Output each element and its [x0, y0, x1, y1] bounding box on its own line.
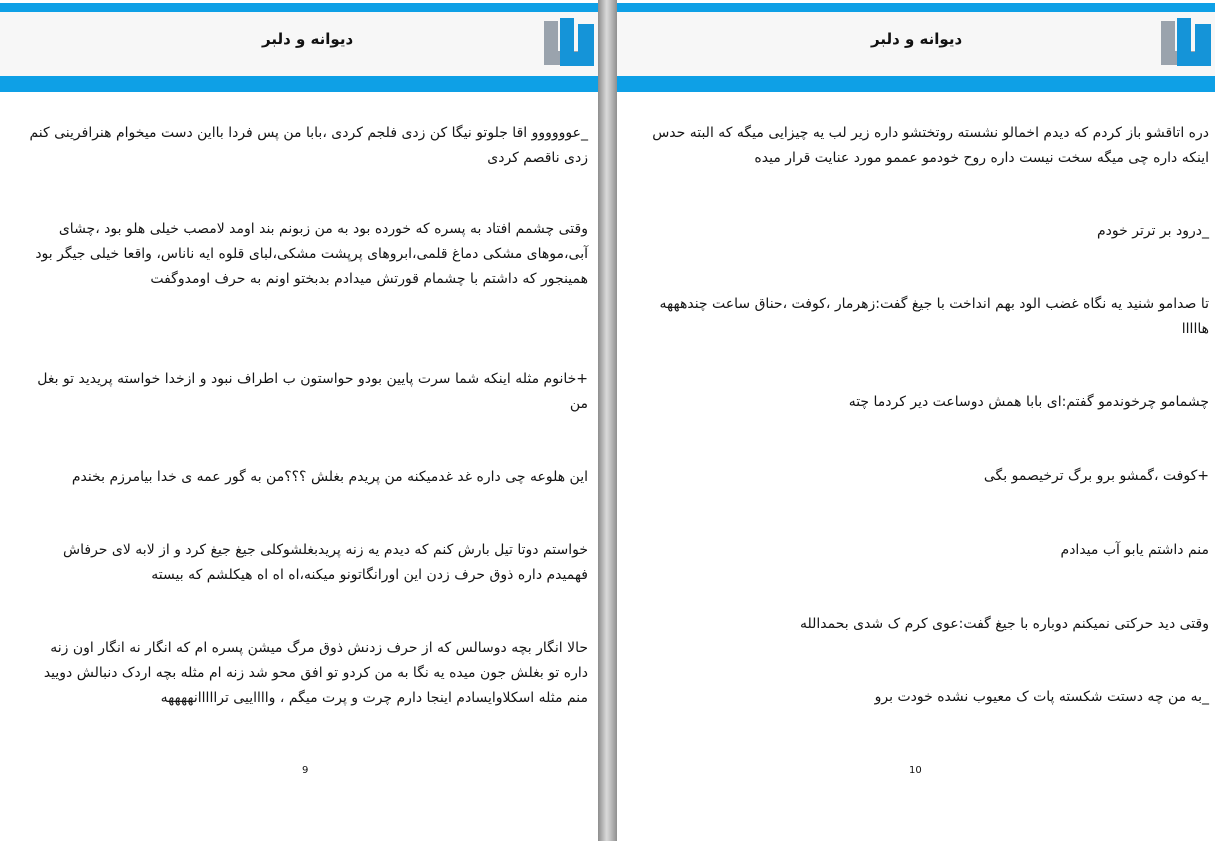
page-right: [617, 0, 1215, 841]
paragraph: حالا انگار بچه دوسالس که از حرف زدنش ذوق مرگ میشن پسره ام که انگار نه انگار اون زنه داره تو بغلش جون میده یه نگا به من کردو تو افق محو شد زنه ام مثله بچه اردک دنبالش دویید منم مثله اسکلاوایسادم اینجا دارم چرت و پرت میگم ، وااااییی ترااااانههههه: [43, 640, 588, 706]
page-number: 9: [302, 765, 309, 776]
paragraph: +کوفت ،گمشو برو برگ ترخیصمو بگی: [983, 468, 1209, 484]
page-gutter: [598, 0, 617, 841]
paragraph: چشمامو چرخوندمو گفتم:ای بابا همش دوساعت دیر کردما چته: [848, 394, 1209, 410]
header-bottom-band: [617, 76, 1215, 92]
page-left: [0, 0, 598, 841]
paragraph: _درود بر ترتر خودم: [1097, 223, 1209, 239]
paragraph: وقتی چشمم افتاد به پسره که خورده بود به من زبونم بند اومد لامصب خیلی هلو بود ،چشای آبی،موهای مشکی دماغ قلمی،ابروهای پرپشت مشکی،لبای قلوه ایه ناناس، واقعا خیلی جیگر بود همینجور که داشتم با چشمام قورتش میدادم بدبختو اونم به حرف اومدوگفت: [35, 221, 588, 287]
paragraph: وقتی دید حرکتی نمیکنم دوباره با جیغ گفت:عوی کرم ک شدی بحمدالله: [799, 616, 1209, 632]
paragraph: +خانوم مثله اینکه شما سرت پایین بودو حواستون ب اطراف نبود و ازخدا خواسته پریدید تو بغل من: [37, 371, 588, 412]
book-title: دیوانه و دلبر: [262, 30, 354, 48]
paragraph: خواستم دوتا تیل بارش کنم که دیدم یه زنه پریدبغلشوکلی جیغ جیغ کرد و از لابه لای حرفاش فهمیدم داره ذوق حرف زدن این اورانگاتونو میکنه،اه اه اه هیکلشم که بیسته: [63, 542, 588, 583]
publisher-logo-icon: [542, 18, 596, 68]
header-top-band: [617, 3, 1215, 12]
page-number: 10: [909, 765, 922, 776]
book-title: دیوانه و دلبر: [871, 30, 963, 48]
paragraph: _به من چه دستت شکسته پات ک معیوب نشده خودت برو: [874, 689, 1209, 705]
paragraph: تا صدامو شنید یه نگاه غضب الود بهم انداخت با جیغ گفت:زهرمار ،کوفت ،حناق ساعت چندهههه هااااا: [659, 296, 1209, 337]
paragraph: دره اتاقشو باز کردم که دیدم اخمالو نشسته روتختشو داره زیر لب یه چیزایی میگه که البته حدس اینکه داره چی میگه سخت نیست داره روح خودمو عممو مورد عنایت قرار میده: [652, 125, 1209, 166]
paragraph: این هلوعه چی داره غد غدمیکنه من پریدم بغلش ؟؟؟من به گور عمه ی خدا بیامرزم بخندم: [71, 469, 588, 485]
publisher-logo-icon: [1159, 18, 1213, 68]
header-top-band: [0, 3, 598, 12]
header-bottom-band: [0, 76, 598, 92]
paragraph: _عوووووو اقا جلوتو نیگا کن زدی فلجم کردی ،بابا من پس فردا بااین دست میخوام هنرافرینی کنم زدی ناقصم کردی: [29, 125, 588, 166]
paragraph: منم داشتم یابو آب میدادم: [1060, 542, 1209, 558]
